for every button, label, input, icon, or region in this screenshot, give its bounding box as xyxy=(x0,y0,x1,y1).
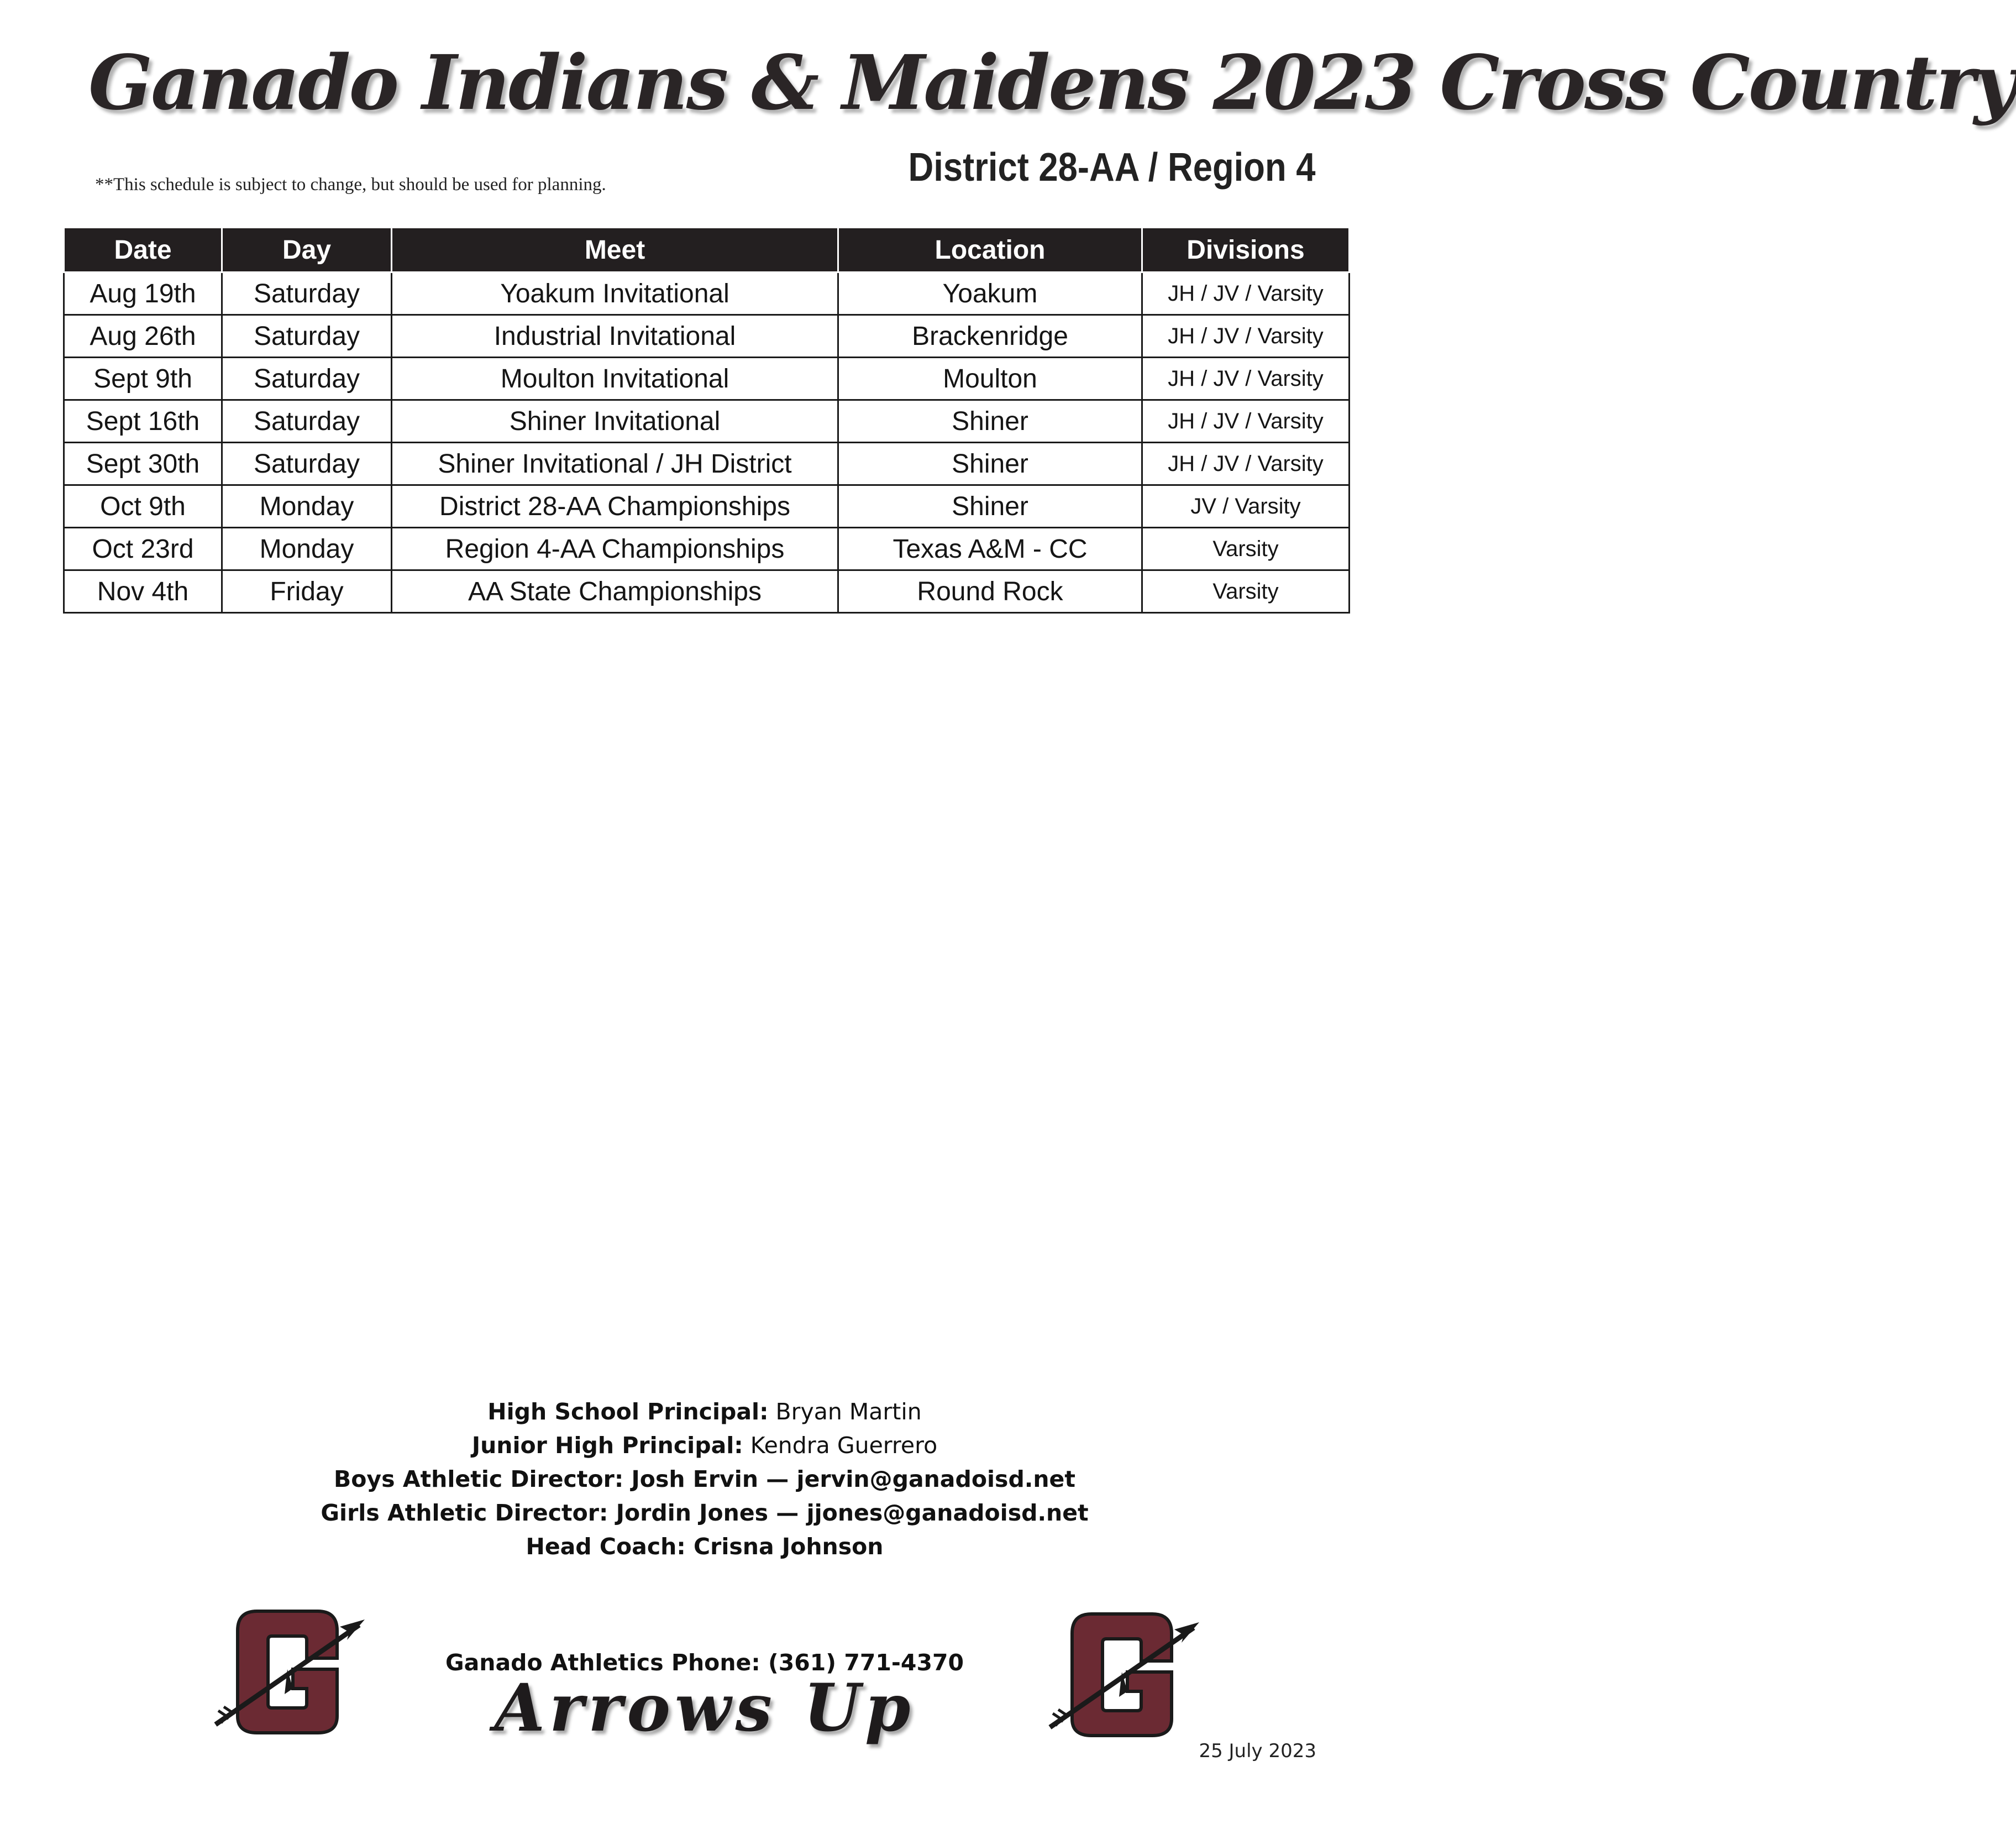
cell-meet: Industrial Invitational xyxy=(392,315,838,358)
table-row xyxy=(64,315,1350,358)
cell-day: Monday xyxy=(222,485,392,528)
cell-location: Texas A&M - CC xyxy=(838,528,1142,570)
cell-location: Shiner xyxy=(838,443,1142,485)
schedule-table xyxy=(63,227,1350,614)
table-row xyxy=(64,528,1350,570)
cell-meet: Region 4-AA Championships xyxy=(392,528,838,570)
cell-day: Saturday xyxy=(222,443,392,485)
contact-label: Junior High Principal: xyxy=(471,1432,743,1459)
district-region-subtitle: District 28-AA / Region 4 xyxy=(908,145,1315,190)
cell-meet: Yoakum Invitational xyxy=(392,272,838,315)
document-date: 25 July 2023 xyxy=(1199,1740,1316,1762)
cell-day: Saturday xyxy=(222,272,392,315)
table-header-row xyxy=(64,228,1350,272)
contact-jh-principal xyxy=(0,1429,1409,1463)
table-row xyxy=(64,272,1350,315)
cell-day: Friday xyxy=(222,570,392,613)
cell-divisions: JH / JV / Varsity xyxy=(1142,443,1350,485)
cell-divisions: JH / JV / Varsity xyxy=(1142,272,1350,315)
column-header-divisions: Divisions xyxy=(1142,228,1350,272)
cell-date: Sept 9th xyxy=(64,358,222,400)
cell-divisions: JV / Varsity xyxy=(1142,485,1350,528)
table-row xyxy=(64,358,1350,400)
contact-label: High School Principal: xyxy=(487,1398,769,1425)
cell-date: Sept 30th xyxy=(64,443,222,485)
table-row xyxy=(64,570,1350,613)
contact-text: Boys Athletic Director: Josh Ervin — jervin@ganadoisd.net xyxy=(334,1466,1075,1492)
cell-date: Aug 26th xyxy=(64,315,222,358)
cell-divisions: JH / JV / Varsity xyxy=(1142,400,1350,443)
contact-head-coach xyxy=(0,1530,1409,1564)
cell-date: Aug 19th xyxy=(64,272,222,315)
page-title: Ganado Indians & Maidens 2023 Cross Country xyxy=(88,39,2016,127)
cell-date: Sept 16th xyxy=(64,400,222,443)
cell-meet: AA State Championships xyxy=(392,570,838,613)
cell-meet: Shiner Invitational xyxy=(392,400,838,443)
ganado-g-arrow-logo-icon xyxy=(1039,1608,1205,1741)
contact-name: Kendra Guerrero xyxy=(743,1432,938,1459)
contact-girls-ad xyxy=(0,1496,1409,1530)
cell-date: Nov 4th xyxy=(64,570,222,613)
column-header-meet: Meet xyxy=(392,228,838,272)
contact-boys-ad xyxy=(0,1463,1409,1496)
table-row xyxy=(64,400,1350,443)
slogan: Arrows Up xyxy=(494,1669,915,1746)
cell-divisions: Varsity xyxy=(1142,570,1350,613)
table-row xyxy=(64,485,1350,528)
schedule-disclaimer: **This schedule is subject to change, but should be used for planning. xyxy=(95,175,606,195)
cell-day: Saturday xyxy=(222,315,392,358)
cell-location: Shiner xyxy=(838,400,1142,443)
cell-meet: Moulton Invitational xyxy=(392,358,838,400)
cell-day: Saturday xyxy=(222,358,392,400)
column-header-date: Date xyxy=(64,228,222,272)
cell-day: Saturday xyxy=(222,400,392,443)
cell-divisions: Varsity xyxy=(1142,528,1350,570)
contact-text: Girls Athletic Director: Jordin Jones — jjones@ganadoisd.net xyxy=(321,1500,1089,1526)
column-header-location: Location xyxy=(838,228,1142,272)
contact-hs-principal xyxy=(0,1395,1409,1429)
cell-meet: District 28-AA Championships xyxy=(392,485,838,528)
cell-location: Shiner xyxy=(838,485,1142,528)
table-row xyxy=(64,443,1350,485)
athletics-phone: Ganado Athletics Phone: (361) 771-4370 xyxy=(445,1649,964,1676)
contact-list xyxy=(0,1395,1409,1564)
cell-divisions: JH / JV / Varsity xyxy=(1142,315,1350,358)
cell-location: Brackenridge xyxy=(838,315,1142,358)
cell-location: Yoakum xyxy=(838,272,1142,315)
column-header-day: Day xyxy=(222,228,392,272)
cell-date: Oct 9th xyxy=(64,485,222,528)
cell-meet: Shiner Invitational / JH District xyxy=(392,443,838,485)
cell-day: Monday xyxy=(222,528,392,570)
cell-date: Oct 23rd xyxy=(64,528,222,570)
contact-name: Bryan Martin xyxy=(768,1398,922,1425)
cell-divisions: JH / JV / Varsity xyxy=(1142,358,1350,400)
contact-text: Head Coach: Crisna Johnson xyxy=(526,1533,884,1560)
cell-location: Round Rock xyxy=(838,570,1142,613)
cell-location: Moulton xyxy=(838,358,1142,400)
